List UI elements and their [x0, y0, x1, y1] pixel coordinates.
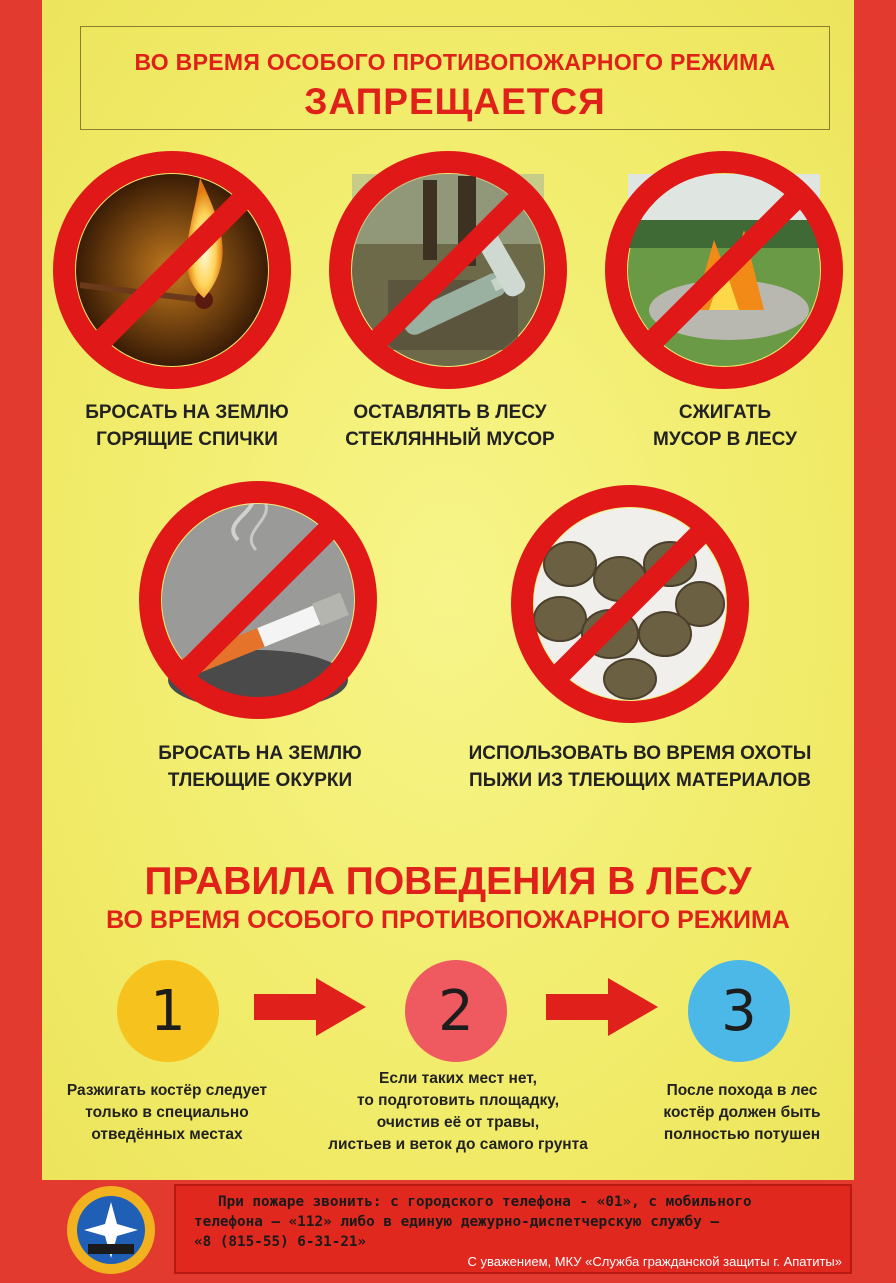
footer-line: При пожаре звонить: с городского телефона - «01», с мобильного [218, 1194, 752, 1210]
header-title: ЗАПРЕЩАЕТСЯ [304, 81, 606, 122]
step-line: Если таких мест нет, [379, 1070, 537, 1087]
step-line: только в специально [85, 1104, 249, 1121]
step-line: листьев и веток до самого грунта [328, 1136, 588, 1153]
footer-signature: С уважением, МКУ «Служба гражданской защиты г. Апатиты» [467, 1254, 842, 1269]
step-line: костёр должен быть [663, 1104, 821, 1121]
prohibition-caption-5 [440, 740, 840, 794]
burning-match-icon [52, 150, 292, 390]
footer-line: «8 (815-55) 6-31-21» [194, 1234, 367, 1250]
prohibition-caption-2 [310, 399, 590, 453]
caption-line: БРОСАТЬ НА ЗЕМЛЮ [85, 402, 289, 423]
step-1-circle [117, 960, 219, 1062]
step-3-circle [688, 960, 790, 1062]
header-box [80, 26, 830, 130]
emergency-phones [194, 1192, 834, 1252]
caption-line: СЖИГАТЬ [678, 402, 772, 423]
step-line: то подготовить площадку, [356, 1092, 559, 1109]
bonfire-icon [604, 150, 844, 390]
step-line: Разжигать костёр следует [66, 1082, 268, 1099]
caption-line: СТЕКЛЯННЫЙ МУСОР [345, 429, 555, 450]
rules-title: ПРАВИЛА ПОВЕДЕНИЯ В ЛЕСУ [144, 860, 752, 903]
civil-defense-logo-icon [58, 1182, 164, 1278]
prohibition-caption-1 [42, 399, 332, 453]
prohibition-caption-4 [120, 740, 400, 794]
header-line-1: ВО ВРЕМЯ ОСОБОГО ПРОТИВОПОЖАРНОГО РЕЖИМА [134, 49, 776, 75]
caption-line: ИСПОЛЬЗОВАТЬ ВО ВРЕМЯ ОХОТЫ [468, 743, 812, 764]
step-line: отведённых местах [91, 1126, 243, 1143]
footer-contact-box [174, 1184, 852, 1274]
step-2-circle [405, 960, 507, 1062]
cigarette-icon [138, 480, 378, 720]
rules-subtitle: ВО ВРЕМЯ ОСОБОГО ПРОТИВОПОЖАРНОГО РЕЖИМА [106, 906, 790, 934]
step-1-number: 1 [150, 978, 186, 1044]
glass-bottles-icon [328, 150, 568, 390]
footer-line: телефона – «112» либо в единую дежурно-диспетчерскую службу – [194, 1214, 720, 1230]
arrow-right-icon [546, 978, 658, 1036]
caption-line: ТЛЕЮЩИЕ ОКУРКИ [167, 770, 353, 791]
step-line: полностью потушен [663, 1126, 821, 1143]
step-line: После похода в лес [666, 1082, 818, 1099]
caption-line: ГОРЯЩИЕ СПИЧКИ [96, 429, 278, 450]
caption-line: МУСОР В ЛЕСУ [653, 429, 797, 450]
caption-line: ОСТАВЛЯТЬ В ЛЕСУ [353, 402, 547, 423]
caption-line: БРОСАТЬ НА ЗЕМЛЮ [158, 743, 362, 764]
felt-wads-icon [510, 484, 750, 724]
caption-line: ПЫЖИ ИЗ ТЛЕЮЩИХ МАТЕРИАЛОВ [469, 770, 811, 791]
step-3-text [632, 1080, 852, 1146]
prohibition-caption-3 [600, 399, 850, 453]
step-line: очистив её от травы, [376, 1114, 540, 1131]
arrow-right-icon [254, 978, 366, 1036]
step-3-number: 3 [721, 978, 757, 1044]
step-1-text [42, 1080, 292, 1146]
step-2-text [300, 1068, 616, 1156]
step-2-number: 2 [438, 978, 474, 1044]
